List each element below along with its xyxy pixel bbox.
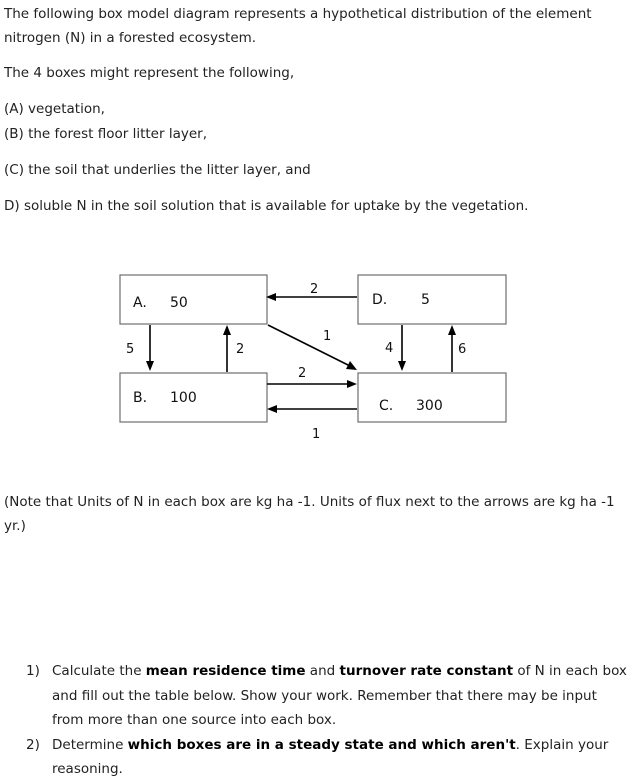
box-c-value: 300 — [416, 398, 443, 414]
arrow-a-to-c — [268, 325, 350, 366]
question-1-text-3: of N in each box and fill out the table below. Show your work. Remember that there may be input from more than one source into each box. — [52, 663, 627, 728]
box-b-description: (B) the forest floor litter layer, — [4, 126, 207, 142]
arrow-a-to-b-head — [146, 361, 154, 371]
box-d-description: D) soluble N in the soil solution that is available for uptake by the vegetation. — [4, 198, 529, 214]
question-1-bold-1: mean residence time — [145, 663, 306, 679]
box-b-value: 100 — [170, 390, 197, 406]
question-2-text-1: Determine — [52, 736, 128, 753]
box-c-label: C. — [379, 398, 394, 414]
arrow-b-to-c-head — [347, 380, 357, 388]
box-d-value: 5 — [421, 292, 430, 308]
flux-c-to-d-label: 6 — [458, 342, 467, 357]
flux-d-to-c-label: 4 — [385, 341, 394, 356]
arrow-d-to-c-head — [398, 361, 406, 371]
flux-a-to-b-label: 5 — [126, 342, 135, 357]
arrow-c-to-b-head — [267, 405, 277, 413]
question-1-text-1: Calculate the — [52, 663, 146, 679]
flux-a-to-c-label: 1 — [323, 329, 332, 344]
box-a-value: 50 — [170, 295, 188, 311]
question-list — [26, 659, 632, 782]
intro-line-2: nitrogen (N) in a forested ecosystem. — [4, 30, 257, 46]
flux-c-to-b-label: 1 — [312, 427, 321, 442]
question-1-number: 1) — [26, 663, 40, 679]
arrow-b-to-a-head — [223, 325, 231, 335]
question-2-number: 2) — [26, 736, 40, 753]
question-2-bold-1: which boxes are in a steady state and which aren't — [127, 736, 516, 753]
box-a-label: A. — [133, 295, 147, 311]
box-a-description: (A) vegetation, — [4, 101, 105, 117]
arrow-c-to-d-head — [448, 325, 456, 335]
note-line-2: yr.) — [4, 518, 26, 534]
flux-d-to-a-label: 2 — [310, 282, 319, 297]
flux-b-to-c-label: 2 — [298, 366, 307, 381]
question-2 — [26, 733, 632, 782]
box-c-description: (C) the soil that underlies the litter layer, and — [4, 162, 311, 178]
intro-line-1: The following box model diagram represents a hypothetical distribution of the element — [4, 6, 592, 22]
intro-line-3: The 4 boxes might represent the following, — [4, 65, 295, 81]
flux-b-to-a-label: 2 — [236, 342, 245, 357]
question-1-text-2: and — [305, 663, 340, 679]
box-d-label: D. — [372, 292, 388, 308]
question-1 — [26, 659, 632, 733]
box-b-label: B. — [133, 390, 148, 406]
note-line-1: (Note that Units of N in each box are kg ha -1. Units of flux next to the arrows are kg ha -1 — [4, 494, 615, 510]
question-2-text-2: . Explain your reasoning. — [52, 736, 609, 777]
question-1-bold-2: turnover rate constant — [339, 663, 514, 679]
